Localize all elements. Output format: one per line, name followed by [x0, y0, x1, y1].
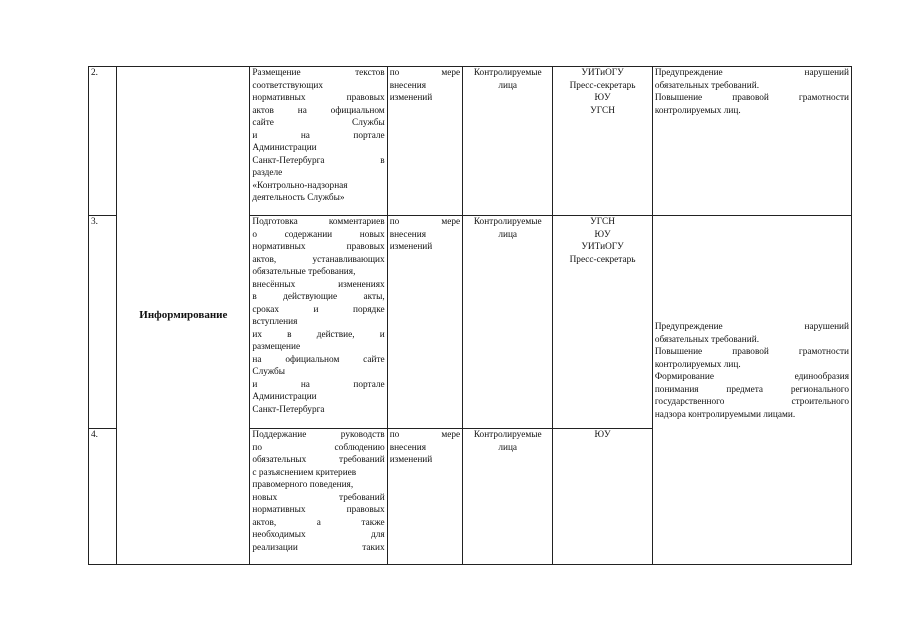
action-line: Подготовка комментариев	[252, 217, 385, 227]
executor-line: Пресс-секретарь	[569, 80, 636, 91]
action-line: Администрации	[252, 392, 317, 402]
term-line: внесения	[389, 229, 427, 240]
action-line: разделе	[252, 168, 283, 178]
action-line: внесённых изменениях	[252, 279, 385, 290]
row-number: 4.	[89, 429, 117, 565]
goal-line: Формирование единообразия	[654, 372, 849, 382]
action-line: Размещение текстов	[252, 68, 385, 78]
term-line: по мере	[389, 217, 461, 227]
goal-line: понимания предмета регионального	[654, 384, 849, 395]
action-line: обязательные требования,	[252, 267, 356, 277]
action-line: размещение	[252, 342, 301, 352]
action-line: по соблюдению	[252, 442, 385, 453]
action-line: и на портале	[252, 130, 385, 141]
action-line: Поддержание руководств	[252, 430, 385, 440]
term-line: внесения	[389, 80, 427, 91]
action-line: Санкт-Петербурга в	[252, 155, 385, 166]
term-cell	[387, 429, 462, 565]
executor-cell	[553, 216, 653, 429]
executor-line: УГСН	[590, 217, 615, 227]
goal-line: государственного строительного	[654, 397, 849, 407]
term-line: по мере	[389, 430, 461, 440]
executor-line: Пресс-секретарь	[569, 254, 636, 265]
goal-line: Предупреждение нарушений	[654, 322, 849, 332]
executor-cell	[553, 67, 653, 216]
goal-line: Повышение правовой грамотности	[654, 347, 849, 357]
goal-line: контролируемых лиц.	[654, 105, 741, 116]
action-line: актов на официальном	[252, 105, 385, 116]
goal-cell	[652, 216, 851, 565]
action-line: нормативных правовых	[252, 93, 385, 103]
term-cell	[387, 67, 462, 216]
action-line: Администрации	[252, 143, 317, 153]
goal-cell	[652, 67, 851, 216]
row-number: 2.	[89, 67, 117, 216]
action-line: необходимых для	[252, 530, 385, 540]
subjects-cell	[463, 216, 553, 429]
row-number: 3.	[89, 216, 117, 429]
subjects-text: Контролируемые лица	[473, 217, 542, 240]
goal-line: обязательных требований.	[654, 334, 760, 345]
action-cell	[250, 216, 387, 429]
term-line: изменений	[389, 93, 433, 103]
action-line: Службы	[252, 367, 286, 377]
subjects-text: Контролируемые лица	[473, 68, 542, 91]
action-line: и на портале	[252, 379, 385, 390]
term-line: по мере	[389, 68, 461, 78]
action-line: на официальном сайте	[252, 354, 385, 365]
executor-line: ЮУ	[594, 430, 611, 440]
action-line: нормативных правовых	[252, 242, 385, 252]
subjects-text: Контролируемые лица	[473, 430, 542, 453]
action-line: новых требований	[252, 492, 385, 503]
executor-line: ЮУ	[594, 229, 611, 240]
category-label: Информирование	[139, 309, 228, 322]
action-line: актов, устанавливающих	[252, 254, 385, 265]
action-line: сроках и порядке	[252, 304, 385, 315]
table-row	[89, 67, 852, 216]
action-line: вступления	[252, 317, 298, 327]
action-line: их в действие, и	[252, 329, 385, 340]
action-line: соответствующих	[252, 80, 324, 91]
action-cell	[250, 67, 387, 216]
action-line: правомерного поведения,	[252, 480, 354, 490]
term-cell	[387, 216, 462, 429]
action-cell	[250, 429, 387, 565]
action-line: обязательных требований	[252, 455, 385, 465]
prevention-measures-table	[88, 66, 852, 565]
action-line: о содержании новых	[252, 229, 385, 240]
category-cell	[117, 67, 250, 565]
action-line: в действующие акты,	[252, 292, 385, 302]
term-line: внесения	[389, 442, 427, 453]
goal-line: Предупреждение нарушений	[654, 68, 849, 78]
executor-line: УГСН	[590, 105, 615, 116]
executor-cell	[553, 429, 653, 565]
action-line: реализации таких	[252, 542, 385, 553]
goal-line: контролируемых лиц.	[654, 359, 741, 370]
action-line: нормативных правовых	[252, 505, 385, 515]
goal-line: надзора контролируемыми лицами.	[654, 409, 796, 420]
executor-line: УИТиОГУ	[581, 68, 624, 78]
action-line: «Контрольно-надзорная	[252, 180, 348, 191]
action-line: сайте Службы	[252, 118, 385, 128]
subjects-cell	[463, 429, 553, 565]
action-line: актов, а также	[252, 517, 385, 528]
executor-line: ЮУ	[594, 93, 611, 103]
executor-line: УИТиОГУ	[581, 242, 624, 252]
action-line: деятельность Службы»	[252, 193, 345, 203]
action-line: с разъяснением критериев	[252, 467, 357, 478]
goal-line: обязательных требований.	[654, 80, 760, 91]
term-line: изменений	[389, 455, 433, 465]
action-line: Санкт-Петербурга	[252, 404, 325, 415]
goal-line: Повышение правовой грамотности	[654, 93, 849, 103]
subjects-cell	[463, 67, 553, 216]
term-line: изменений	[389, 242, 433, 252]
